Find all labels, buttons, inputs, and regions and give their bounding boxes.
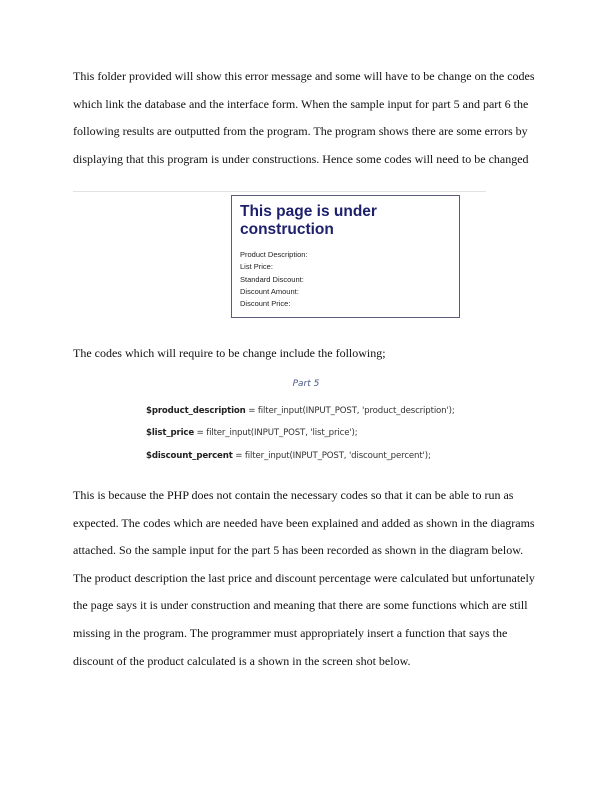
code-caption: Part 5 [292,379,320,389]
field-discount-amount: Discount Amount: [240,286,299,296]
code-variable: $product_description [146,406,246,416]
field-standard-discount: Standard Discount: [240,274,304,284]
code-variable: $discount_percent [146,450,233,461]
code-line [146,400,455,422]
text-line: The product description the last price and discount percentage were calculated but unfortunately [73,570,535,585]
code-line [146,445,455,467]
code-expression: = filter_input(INPUT_POST, 'discount_percent'); [232,450,431,461]
text-line: This folder provided will show this error message and some will have to be change on the codes [73,69,535,83]
under-construction-screenshot [231,195,460,318]
screenshot-field-list [240,249,308,310]
code-expression: = filter_input(INPUT_POST, 'product_description'); [245,406,455,416]
field-discount-price: Discount Price: [240,299,291,309]
paragraph-explanation [73,482,543,675]
field-list-price: List Price: [240,262,273,272]
text-line: discount of the product calculated is a shown in the screen shot below. [73,653,411,668]
text-line: attached. So the sample input for the part 5 has been recorded as shown in the diagram below. [73,543,524,558]
text-line: This is because the PHP does not contain the necessary codes so that it can be able to run as [73,488,514,502]
text-line: displaying that this program is under constructions. Hence some codes will need to be changed [73,151,529,166]
screenshot-title: This page is under construction [240,203,377,238]
text-line: the page says it is under construction and meaning that there are some functions which are still [73,598,528,613]
divider [73,191,486,192]
text-line: The codes which will require to be change include the following; [73,346,386,360]
field-product-description: Product Description: [240,250,308,259]
paragraph-codes-intro [73,340,543,368]
code-line [146,422,455,444]
code-snippet [146,400,455,467]
code-variable: $list_price [146,428,194,439]
text-line: expected. The codes which are needed have been explained and added as shown in the diagrams [73,515,535,530]
text-line: following results are outputted from the program. The program shows there are some errors by [73,124,528,139]
text-line: missing in the program. The programmer must appropriately insert a function that says the [73,625,508,640]
text-line: which link the database and the interface form. When the sample input for part 5 and part 6 the [73,96,529,111]
paragraph-intro [73,63,543,173]
code-expression: = filter_input(INPUT_POST, 'list_price'); [194,428,358,439]
